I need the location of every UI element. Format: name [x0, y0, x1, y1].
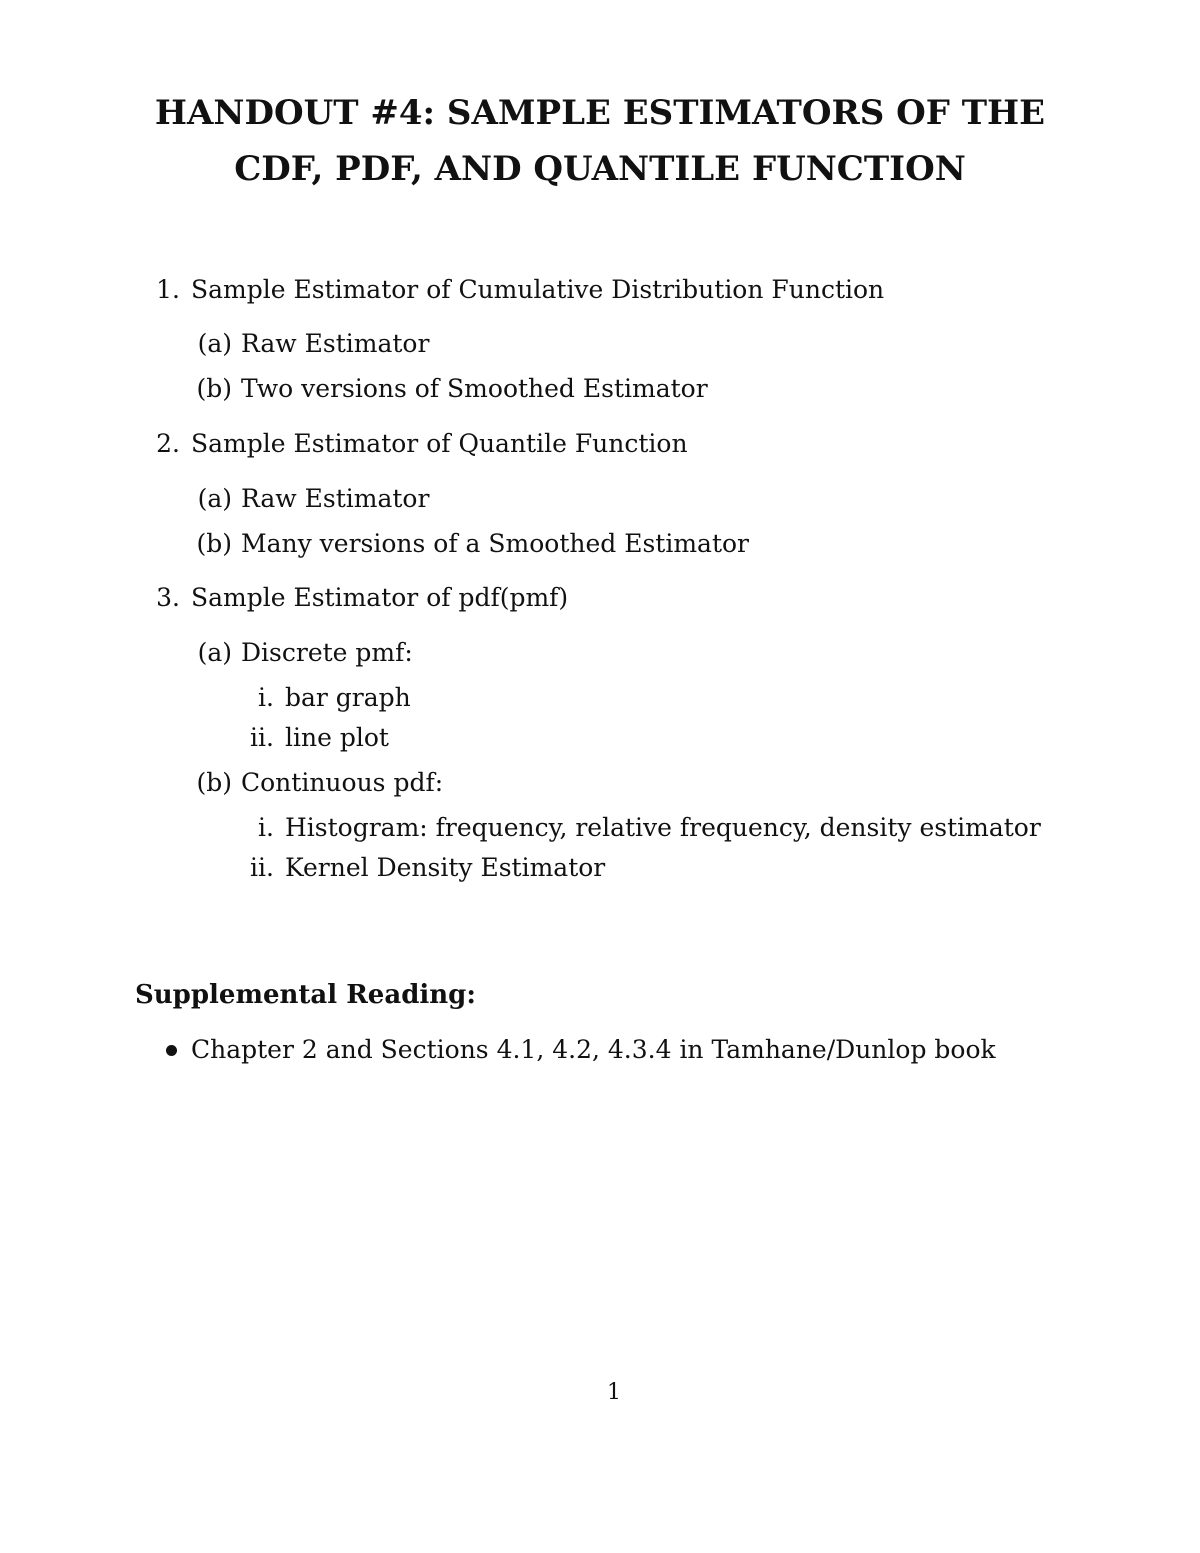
item-1-marker: 1.	[156, 275, 180, 304]
item-3a-ii-text: line plot	[285, 723, 389, 752]
item-3b-ii-marker: ii.	[250, 853, 274, 882]
item-2b-text: Many versions of a Smoothed Estimator	[241, 529, 750, 558]
item-3a-ii-marker: ii.	[250, 723, 274, 752]
item-2b-marker: (b)	[196, 529, 232, 558]
item-1b-text: Two versions of Smoothed Estimator	[241, 374, 708, 403]
item-3b-ii-text: Kernel Density Estimator	[285, 853, 606, 882]
page-number: 1	[607, 1380, 621, 1405]
item-3a-marker: (a)	[197, 638, 232, 667]
item-1a-text: Raw Estimator	[241, 329, 430, 358]
item-2a-text: Raw Estimator	[241, 484, 430, 513]
item-3a-i-marker: i.	[258, 683, 274, 712]
supplemental-heading: Supplemental Reading:	[135, 980, 476, 1010]
title-line-1: HANDOUT #4: SAMPLE ESTIMATORS OF THE	[154, 93, 1046, 133]
item-3a-text: Discrete pmf:	[241, 638, 413, 667]
title-line-2: CDF, PDF, AND QUANTILE FUNCTION	[234, 149, 966, 189]
item-2-marker: 2.	[156, 429, 180, 458]
item-1a-marker: (a)	[197, 329, 232, 358]
item-3b-i-text: Histogram: frequency, relative frequency, density estimator	[285, 813, 1041, 842]
item-3b-text: Continuous pdf:	[241, 768, 444, 797]
item-3a-i-text: bar graph	[285, 683, 411, 712]
item-1b-marker: (b)	[196, 374, 232, 403]
item-3-text: Sample Estimator of pdf(pmf)	[191, 583, 569, 612]
item-1-text: Sample Estimator of Cumulative Distribution Function	[191, 275, 885, 304]
item-3-marker: 3.	[156, 583, 180, 612]
supplemental-bullet-text: Chapter 2 and Sections 4.1, 4.2, 4.3.4 in Tamhane/Dunlop book	[191, 1035, 996, 1064]
item-3b-i-marker: i.	[258, 813, 274, 842]
item-2a-marker: (a)	[197, 484, 232, 513]
item-3b-marker: (b)	[196, 768, 232, 797]
item-2-text: Sample Estimator of Quantile Function	[191, 429, 688, 458]
bullet-icon	[166, 1045, 177, 1056]
